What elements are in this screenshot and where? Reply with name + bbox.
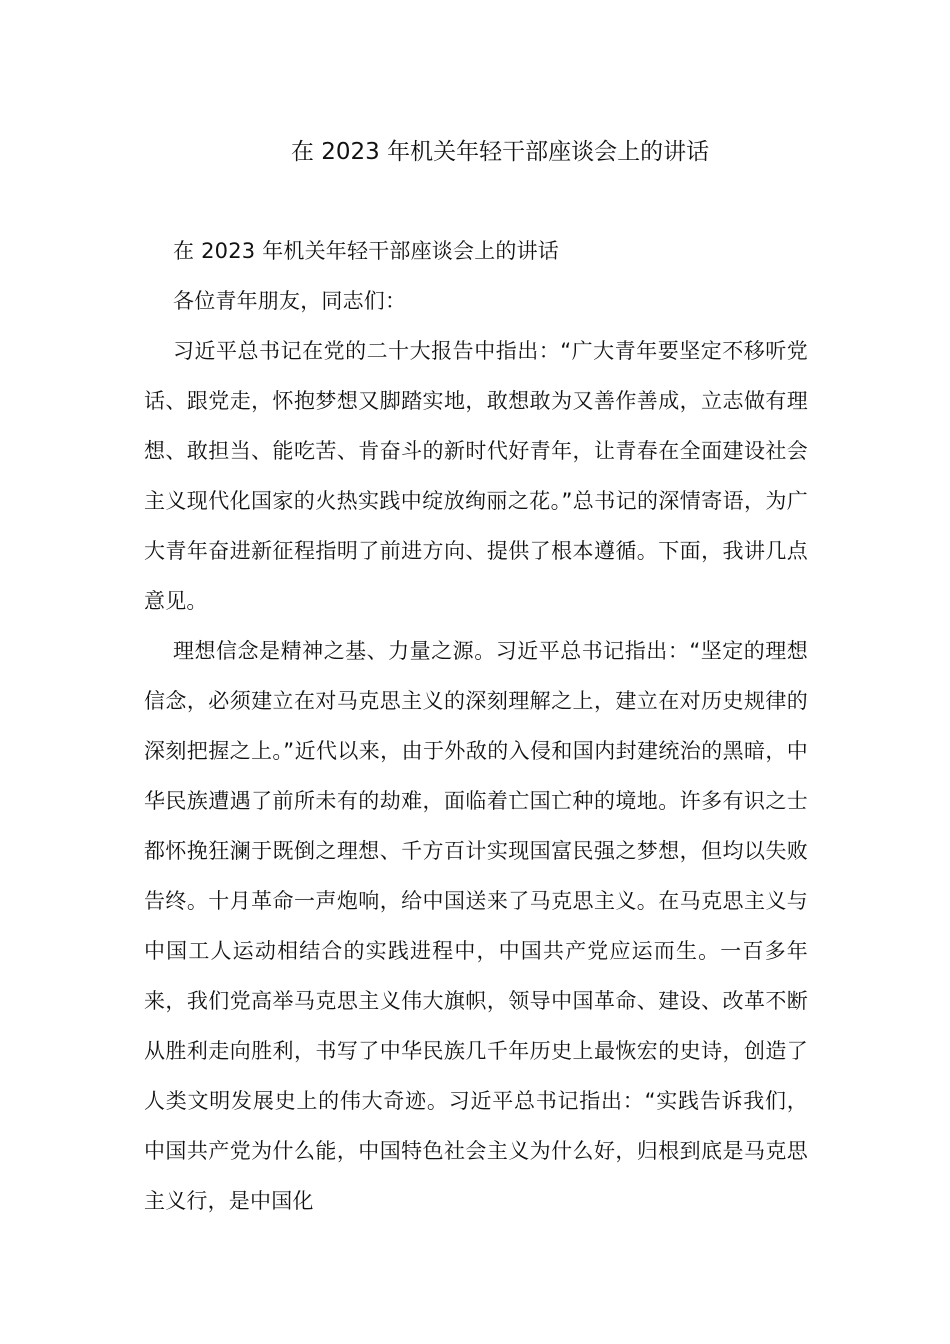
paragraph-intro: 习近平总书记在党的二十大报告中指出：“广大青年要坚定不移听党话、跟党走，怀抱梦想又脚踏实地，敢想敢为又善作善成，立志做有理想、敢担当、能吃苦、肯奋斗的新时代好青年，让青春在全面建设社会主义现代化国家的火热实践中绽放绚丽之花。”总书记的深情寄语，为广大青年奋进新征程指明了前进方向、提供了根本遵循。下面，我讲几点意见。 — [144, 339, 808, 613]
paragraph-salutation: 各位青年朋友，同志们： — [173, 289, 407, 313]
document-title: 在 2023 年机关年轻干部座谈会上的讲话 — [290, 139, 710, 165]
paragraph-heading: 在 2023 年机关年轻干部座谈会上的讲话 — [173, 239, 559, 263]
paragraph-ideals: 理想信念是精神之基、力量之源。习近平总书记指出：“坚定的理想信念，必须建立在对马克思主义的深刻理解之上，建立在对历史规律的深刻把握之上。”近代以来，由于外敌的入侵和国内封建统治的黑暗，中华民族遭遇了前所未有的劫难，面临着亡国亡种的境地。许多有识之士都怀挽狂澜于既倒之理想、千方百计实现国富民强之梦想，但均以失败告终。十月革命一声炮响，给中国送来了马克思主义。在马克思主义与中国工人运动相结合的实践进程中，中国共产党应运而生。一百多年来，我们党高举马克思主义伟大旗帜，领导中国革命、建设、改革不断从胜利走向胜利，书写了中华民族几千年历史上最恢宏的史诗，创造了人类文明发展史上的伟大奇迹。习近平总书记指出：“实践告诉我们，中国共产党为什么能，中国特色社会主义为什么好，归根到底是马克思主义行，是中国化 — [144, 639, 808, 1213]
document-body — [144, 226, 808, 1226]
